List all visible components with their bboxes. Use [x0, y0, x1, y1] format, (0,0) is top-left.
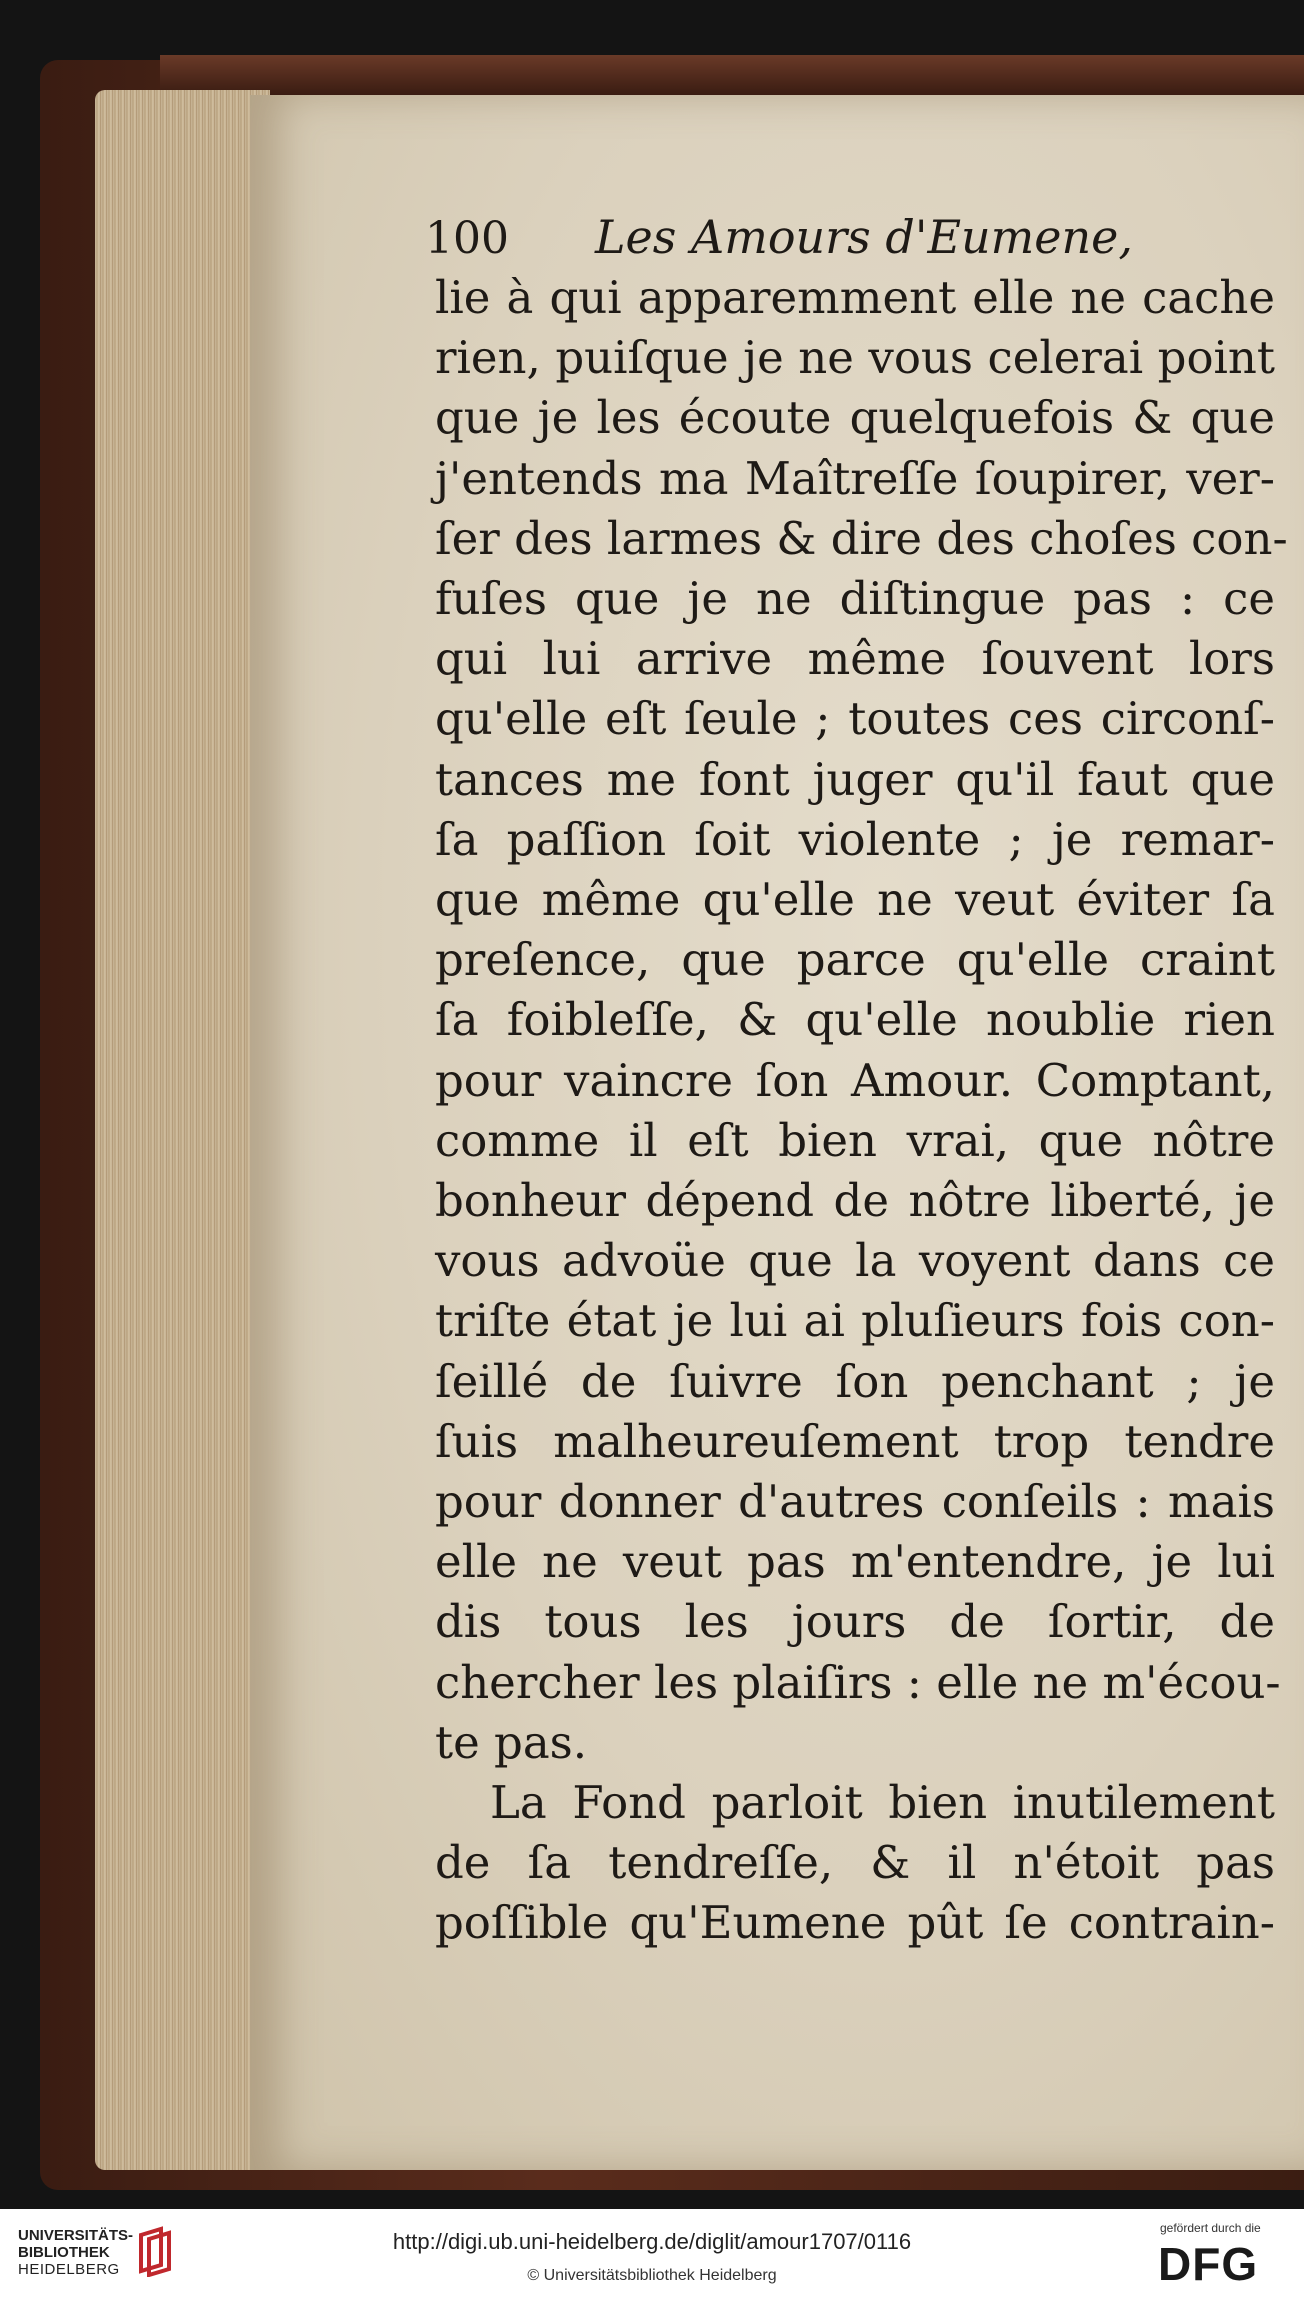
text-line: que je les écoute quelquefois & que: [435, 391, 1275, 445]
library-name-line: HEIDELBERG: [18, 2261, 120, 2278]
copyright-notice: © Universitätsbibliothek Heidelberg: [527, 2267, 777, 2284]
text-line: fuſes que je ne diſtingue pas : ce: [435, 572, 1275, 626]
text-line: te pas.: [435, 1715, 588, 1769]
text-line: que même qu'elle ne veut éviter ſa: [435, 873, 1275, 927]
book-cover-edge: [160, 55, 1304, 95]
text-line: preſence, que parce qu'elle craint: [435, 933, 1275, 987]
library-name-line: UNIVERSITÄTS-: [18, 2227, 134, 2244]
library-name-line: BIBLIOTHEK: [18, 2244, 110, 2261]
text-line: pour vaincre ſon Amour. Comptant,: [435, 1053, 1275, 1107]
footer-bar: [0, 2209, 1304, 2299]
text-line: j'entends ma Maîtreſſe ſoupirer, ver-: [435, 451, 1275, 505]
text-line: ſa paſſion ſoit violente ; je remar-: [435, 812, 1275, 866]
text-line: dis tous les jours de ſortir, de: [435, 1595, 1275, 1649]
text-line: de ſa tendreſſe, & il n'étoit pas: [435, 1836, 1275, 1890]
body-text: [435, 268, 1288, 1954]
text-line: vous advoüe que la voyent dans ce: [435, 1234, 1275, 1288]
text-line: triſte état je lui ai pluſieurs fois con-: [435, 1294, 1275, 1348]
text-line: ſa foibleſſe, & qu'elle noublie rien: [435, 993, 1275, 1047]
text-line: tances me font juger qu'il faut que: [435, 752, 1275, 806]
permalink-url[interactable]: http://digi.ub.uni-heidelberg.de/diglit/amour1707/0116: [392, 2229, 912, 2254]
page-edges: [95, 90, 270, 2170]
text-line: qu'elle eſt ſeule ; toutes ces circonſ-: [435, 692, 1275, 746]
text-line: rien, puiſque je ne vous celerai point: [435, 331, 1275, 385]
funding-note: gefördert durch die: [1160, 2221, 1261, 2235]
text-line: La Fond parloit bien inutilement: [490, 1776, 1275, 1830]
text-line: elle ne veut pas m'entendre, je lui: [435, 1535, 1275, 1589]
text-line: ſer des larmes & dire des choſes con-: [435, 511, 1288, 565]
running-title: Les Amours d'Eumene,: [595, 210, 1133, 264]
text-line: qui lui arrive même ſouvent lors: [435, 632, 1275, 686]
dfg-logo: DFG: [1158, 2238, 1259, 2290]
text-line: bonheur dépend de nôtre liberté, je: [435, 1174, 1275, 1228]
text-line: lie à qui apparemment elle ne cache: [435, 271, 1275, 324]
text-line: comme il eſt bien vrai, que nôtre: [435, 1113, 1275, 1167]
text-line: pour donner d'autres conſeils : mais: [435, 1475, 1275, 1529]
page-number: 100: [425, 213, 509, 264]
text-line: chercher les plaiſirs : elle ne m'écou-: [435, 1655, 1281, 1709]
text-line: ſeillé de ſuivre ſon penchant ; je: [435, 1354, 1275, 1408]
text-line: poſſible qu'Eumene pût ſe contrain-: [435, 1896, 1275, 1950]
text-line: ſuis malheureuſement trop tendre: [435, 1414, 1275, 1468]
